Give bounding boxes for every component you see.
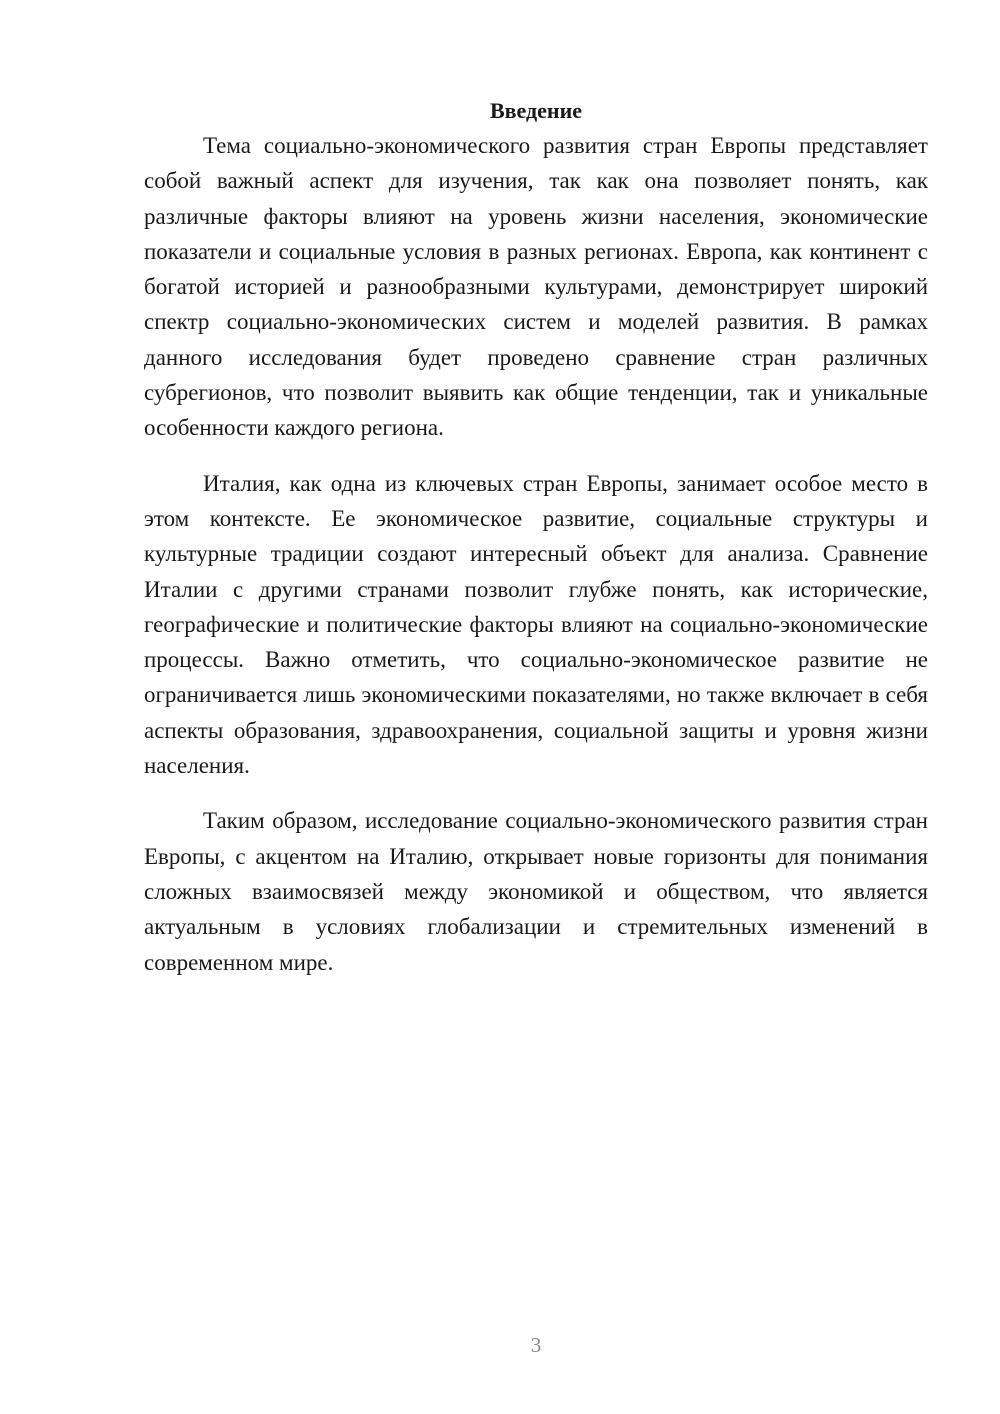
paragraph-1: Тема социально-экономического развития стран Европы представляет собой важный аспект для изучения, так как она позволяет понять, как различные факторы влияют на уровень жизни населения, экономические показатели и социальные условия в разных регионах. Европа, как континент с богатой историей и разнообразными культурами, демонстрирует широкий спектр социально-экономических систем и моделей развития. В рамках данного исследования будет проведено сравнение стран различных субрегионов, что позволит выявить как общие тенденции, так и уникальные особенности каждого региона. [144, 133, 928, 441]
section-title: Введение [489, 98, 583, 123]
paragraph-2: Италия, как одна из ключевых стран Европы, занимает особое место в этом контексте. Ее экономическое развитие, социальные структуры и культурные традиции создают интересный объект для анализа. Сравнение Италии с другими странами позволит глубже понять, как исторические, географические и политические факторы влияют на социально-экономические процессы. Важно отметить, что социально-экономическое развитие не ограничивается лишь экономическими показателями, но также включает в себя аспекты образования, здравоохранения, социальной защиты и уровня жизни населения. [144, 470, 928, 779]
page-content [144, 95, 928, 1000]
page-number: 3 [530, 1333, 542, 1357]
paragraph-3: Таким образом, исследование социально-экономического развития стран Европы, с акцентом на Италию, открывает новые горизонты для понимания сложных взаимосвязей между экономикой и обществом, что является актуальным в условиях глобализации и стремительных изменений в современном мире. [144, 808, 928, 975]
